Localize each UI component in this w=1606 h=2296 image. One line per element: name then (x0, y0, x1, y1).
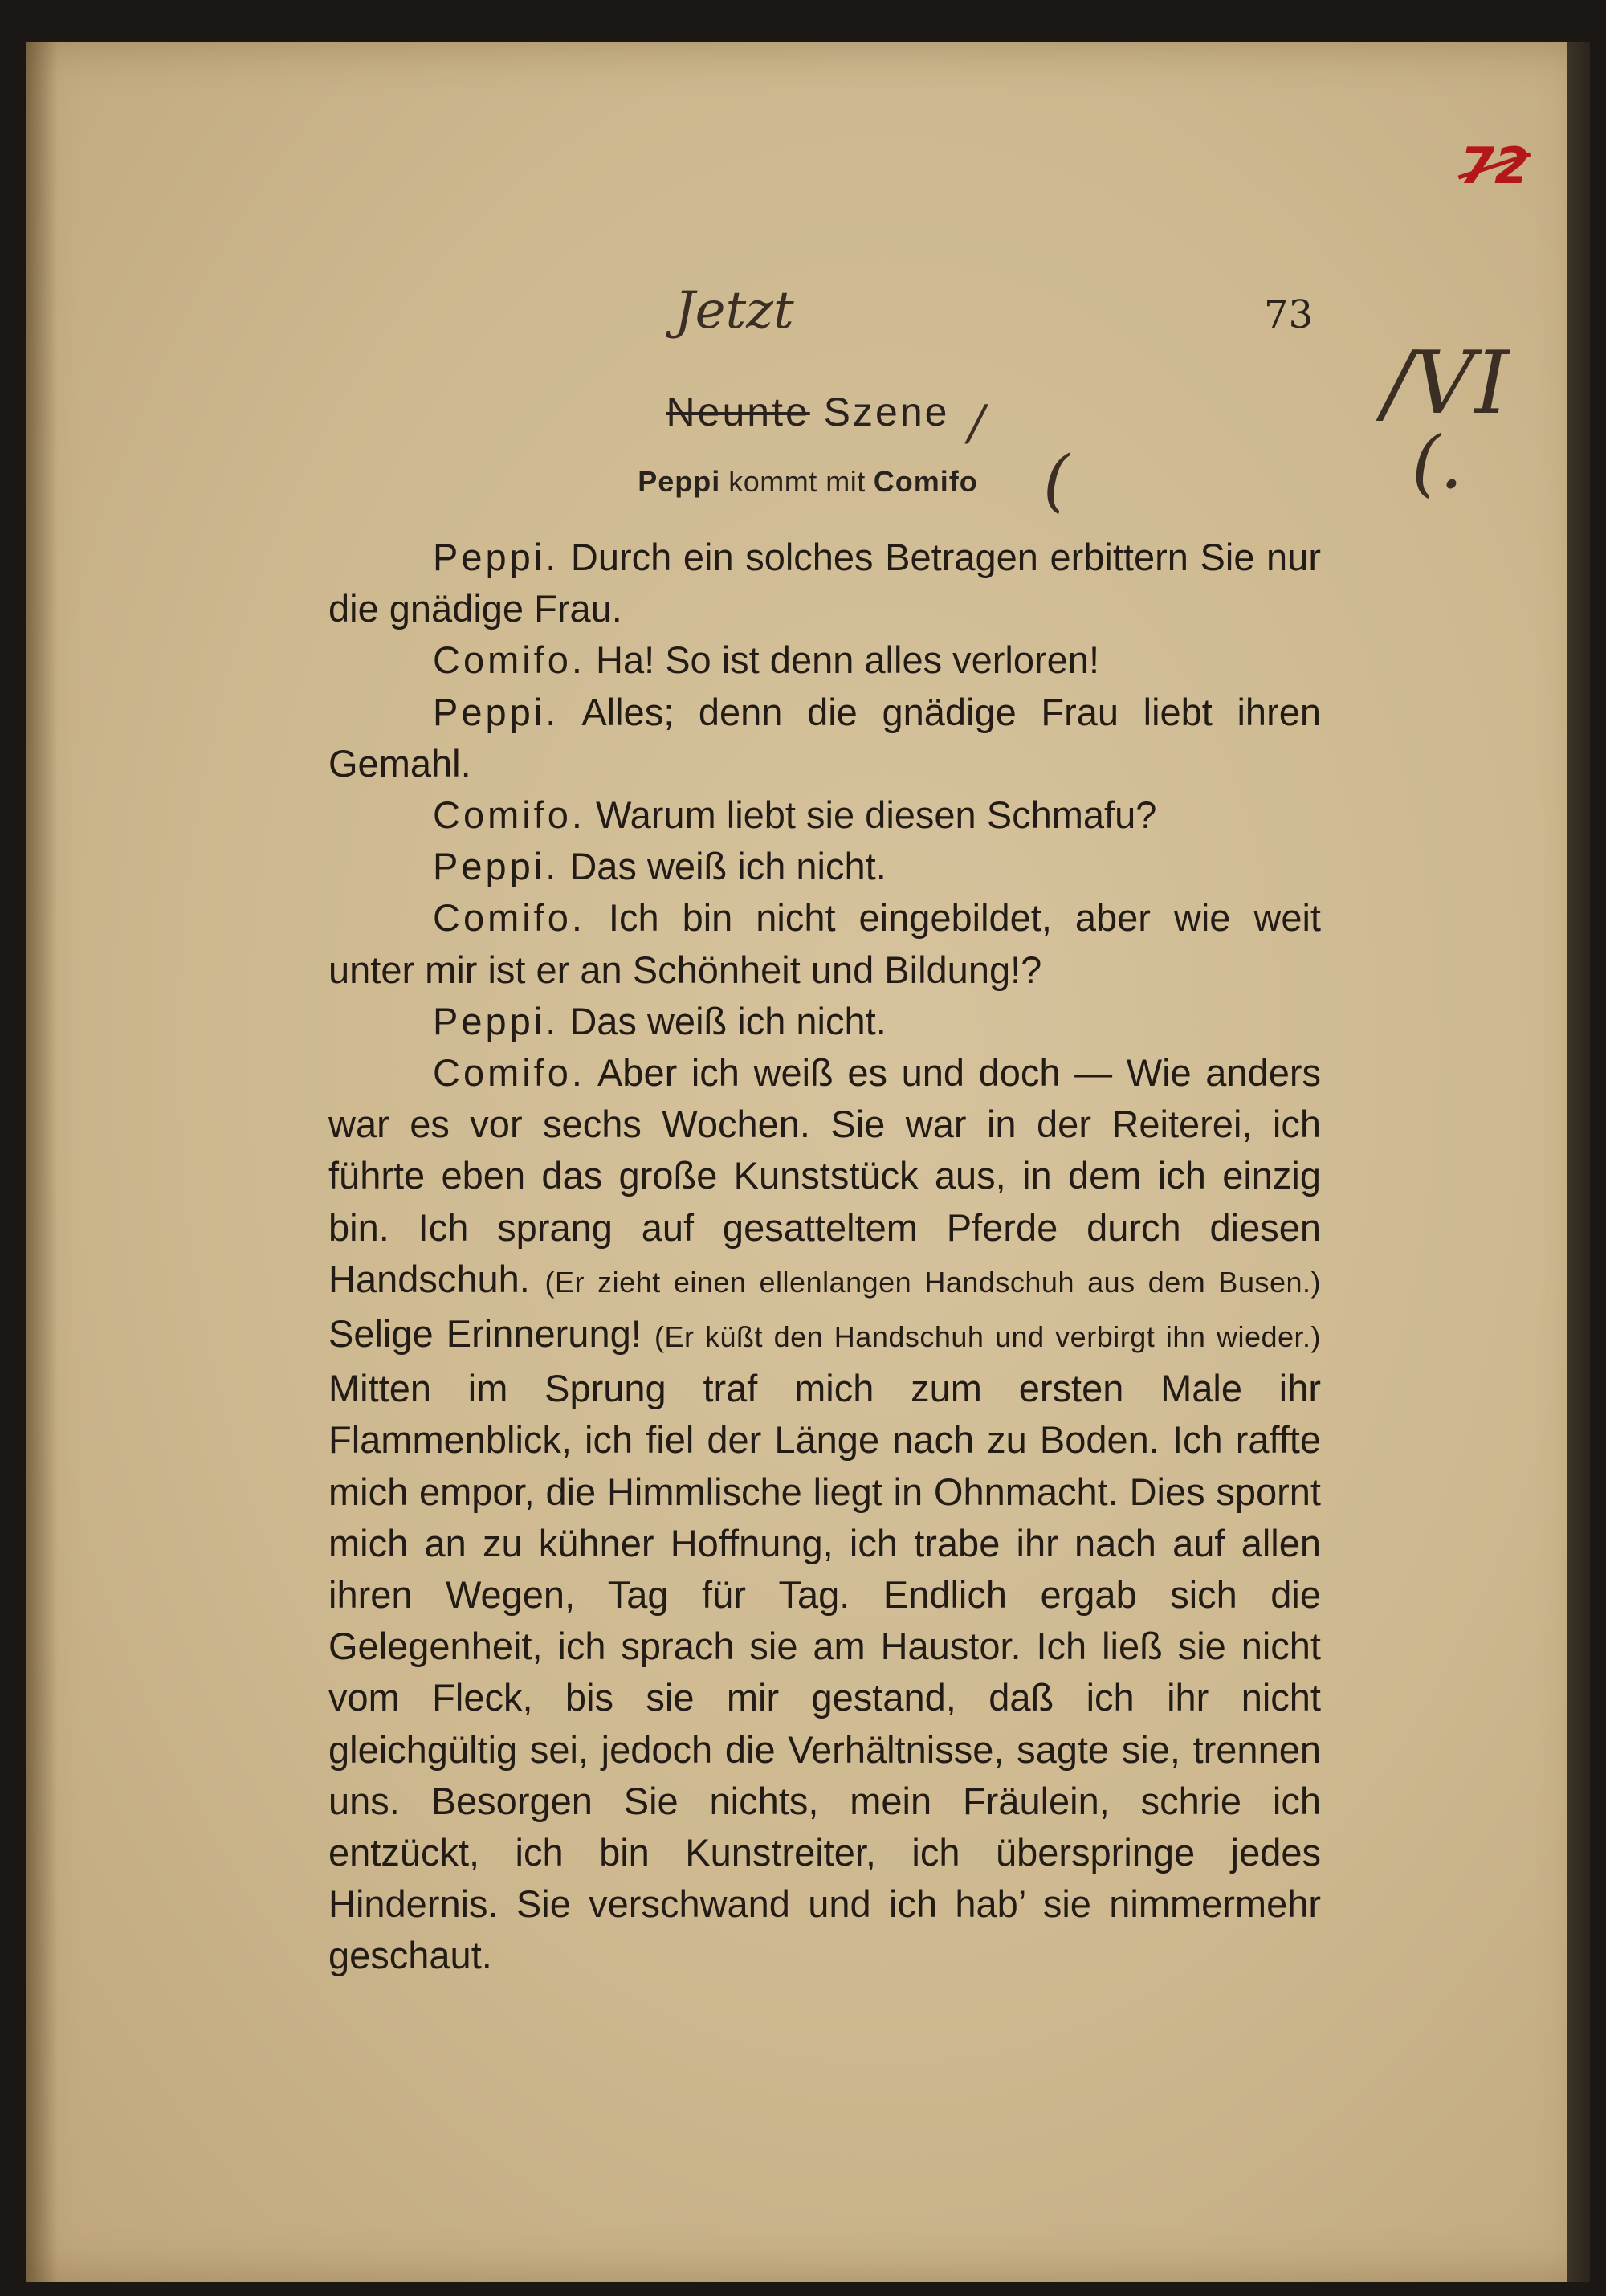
page-number: 73 (1264, 292, 1314, 337)
dialogue-paragraph (328, 789, 1321, 841)
speaker-name: Comifo. (433, 793, 585, 837)
handwritten-note-right-line1: /VI (1383, 333, 1510, 434)
dialogue-paragraph (328, 996, 1321, 1047)
speaker-name: Peppi. (433, 845, 560, 888)
stage-direction-name2: Comifo (873, 465, 978, 498)
handwritten-folio-number: 72 (1460, 137, 1530, 195)
handwritten-note-right-line2: (. (1412, 421, 1463, 505)
speech-text: Durch ein solches Betragen erbittern Sie nur die gnädige Frau. (328, 536, 1321, 630)
dialogue-body (328, 532, 1321, 1982)
stage-direction-middle: kommt mit (728, 465, 866, 498)
speaker-name: Peppi. (433, 690, 560, 733)
heading-struck-word: Neunte (666, 389, 810, 434)
speech-text: Warum liebt sie diesen Schmafu? (596, 793, 1157, 837)
handwritten-slash-mark: / (968, 395, 985, 451)
speech-text: Ha! So ist denn alles verloren! (596, 638, 1099, 682)
speech-text: Das weiß ich nicht. (569, 845, 887, 888)
dialogue-paragraph (328, 532, 1321, 634)
speaker-name: Comifo. (433, 896, 585, 940)
book-page (26, 42, 1590, 2282)
speech-text: Selige Erinnerung! (328, 1312, 642, 1356)
speech-text: Alles; denn die gnädige Frau liebt ihren Gemahl. (328, 690, 1321, 785)
speaker-name: Comifo. (433, 638, 585, 682)
scene-heading (26, 389, 1590, 435)
dialogue-paragraph (328, 687, 1321, 789)
handwritten-note-left: Jetzt (675, 281, 794, 341)
speaker-name: Peppi. (433, 536, 560, 578)
speaker-name: Peppi. (433, 999, 560, 1042)
inline-stage-direction: (Er küßt den Handschuh und verbirgt ihn wieder.) (654, 1320, 1322, 1354)
speech-text: Das weiß ich nicht. (569, 999, 887, 1042)
dialogue-paragraph (328, 634, 1321, 686)
speech-text: Mitten im Sprung traf mich zum ersten Male ihr Flammenblick, ich fiel der Länge nach zu Boden. Ich raffte mich empor, die Himmlische liegt in Ohnmacht. Dies spornt mich an zu kühner Hoffnung, ich trabe ihr nach auf allen ihren Wegen, Tag für Tag. Endlich ergab sich die Gelegenheit, ich sprach sie am Haustor. Ich ließ sie nicht vom Fleck, bis sie mir gestand, daß ich ihr nicht gleichgültig sei, jedoch die Verhältnisse, sagte sie, trennen uns. Besorgen Sie nichts, mein Fräulein, schrie ich entzückt, ich bin Kunstreiter, ich überspringe jedes Hindernis. Sie verschwand und ich hab’ sie nimmermehr geschaut. (328, 1367, 1321, 1977)
handwritten-bracket-mark: ( (1043, 441, 1070, 520)
dialogue-paragraph (328, 841, 1321, 892)
stage-direction (26, 465, 1590, 499)
inline-stage-direction: (Er zieht einen ellenlangen Handschuh aus dem Busen.) (544, 1265, 1321, 1299)
page-edge (1567, 42, 1590, 2282)
stage-direction-name1: Peppi (638, 465, 721, 498)
heading-word: Szene (823, 389, 950, 434)
speech-text: Ich bin nicht eingebildet, aber wie weit unter mir ist er an Schönheit und Bildung!? (328, 896, 1321, 991)
dialogue-paragraph (328, 892, 1321, 995)
speech-text: Aber ich weiß es und doch — Wie anders war es vor sechs Wochen. Sie war in der Reiterei, ich führte eben das große Kunststück aus, in dem ich einzig bin. Ich sprang auf gesatteltem Pferde durch diesen Handschuh. (328, 1051, 1321, 1300)
dialogue-paragraph-long (328, 1047, 1321, 1982)
speaker-name: Comifo. (433, 1051, 585, 1095)
